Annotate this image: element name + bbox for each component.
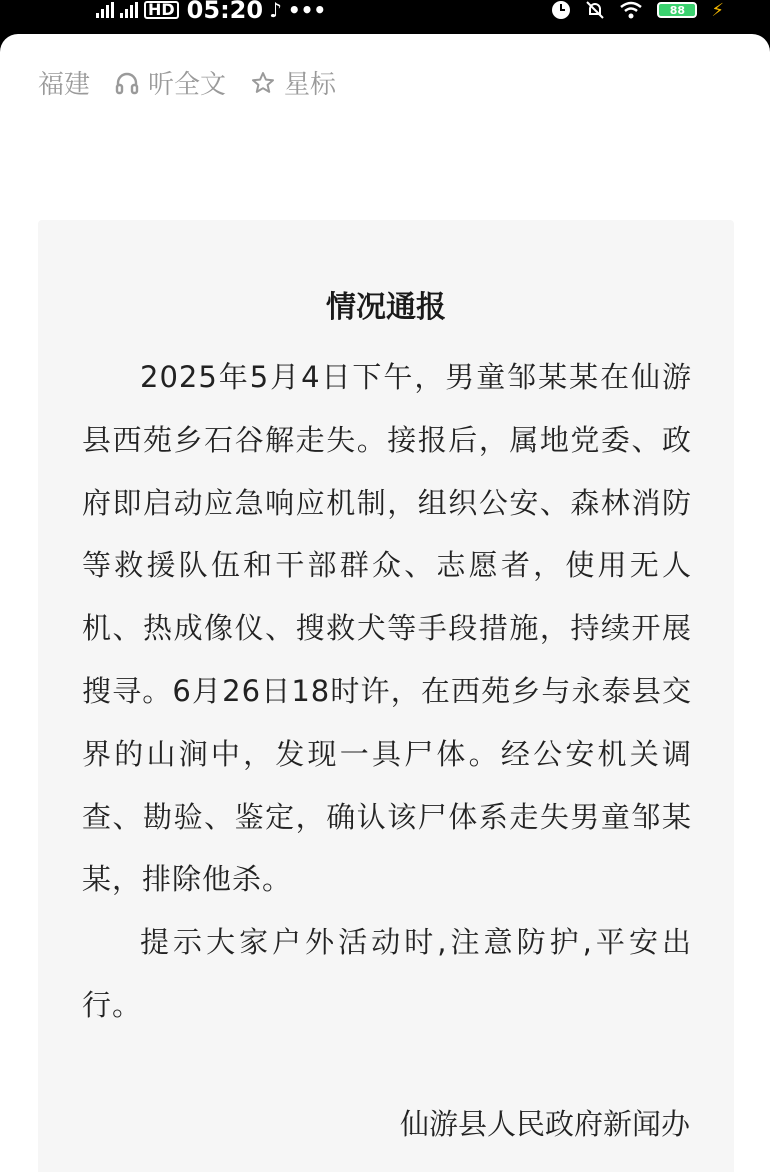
clock-icon [551,0,571,20]
article-meta-row [38,64,336,101]
lightning-icon: ⚡ [711,0,724,21]
tiktok-icon: ♪ [269,0,282,22]
hd-icon: HD [144,1,179,19]
battery-level: 88 [669,3,686,17]
status-left [96,0,327,24]
notice-issuer: 仙游县人民政府新闻办 [399,1107,690,1141]
status-bar [0,0,770,34]
star-button[interactable] [250,64,336,101]
more-icon: ••• [287,0,327,22]
notice-body [82,346,692,1037]
notice-image [38,220,734,1172]
article-region: 福建 [38,70,91,100]
article-sheet [0,34,770,1172]
star-outline-icon [250,70,276,96]
listen-label: 听全文 [148,70,227,100]
signal-icon [96,2,114,18]
notice-title: 情况通报 [326,290,446,325]
headphones-icon [114,70,140,96]
notice-paragraph: 提示大家户外活动时,注意防护,平安出行。 [82,925,692,1022]
status-right [551,0,724,20]
wifi-icon [619,1,643,19]
status-time: 05:20 [186,0,264,24]
bell-off-icon [585,0,605,20]
battery-icon [657,2,697,18]
star-label: 星标 [284,70,337,100]
notice-paragraph: 2025年5月4日下午，男童邹某某在仙游县西苑乡石谷解走失。接报后，属地党委、政府即启动应急响应机制，组织公安、森林消防等救援队伍和干部群众、志愿者，使用无人机、热成像仪、搜救犬等手段措施，持续开展搜寻。6月26日18时许，在西苑乡与永泰县交界的山涧中，发现一具尸体。经公安机关调查、勘验、鉴定，确认该尸体系走失男童邹某某，排除他杀。 [82,360,692,897]
listen-button[interactable] [114,64,226,101]
signal-icon-2 [120,2,138,18]
